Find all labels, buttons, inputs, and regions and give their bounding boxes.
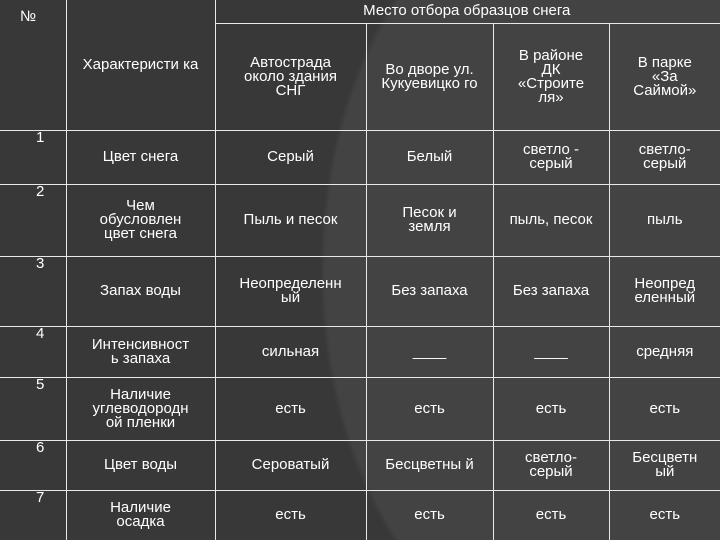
table-row bbox=[0, 326, 720, 377]
row-number: 2 bbox=[0, 184, 66, 256]
row-number: 3 bbox=[0, 256, 66, 326]
cell-value: Без запаха bbox=[366, 256, 493, 326]
table-row bbox=[0, 184, 720, 256]
row-number: 5 bbox=[0, 377, 66, 440]
table-row bbox=[0, 490, 720, 540]
row-number: 7 bbox=[0, 490, 66, 540]
cell-value: Без запаха bbox=[493, 256, 609, 326]
cell-value: Пыль и песок bbox=[215, 184, 366, 256]
cell-value: есть bbox=[609, 490, 720, 540]
row-number: 6 bbox=[0, 440, 66, 490]
cell-value: Серый bbox=[215, 130, 366, 184]
row-label: Наличие осадка bbox=[66, 490, 215, 540]
row-label: Цвет воды bbox=[66, 440, 215, 490]
cell-value: пыль, песок bbox=[493, 184, 609, 256]
cell-value: средняя bbox=[609, 326, 720, 377]
row-label: Чем обусловлен цвет снега bbox=[66, 184, 215, 256]
cell-value: Неопред еленный bbox=[609, 256, 720, 326]
cell-value: есть bbox=[366, 377, 493, 440]
header-site: Автострада около здания СНГ bbox=[215, 23, 366, 130]
cell-value: сильная bbox=[215, 326, 366, 377]
row-label: Интенсивност ь запаха bbox=[66, 326, 215, 377]
table-row bbox=[0, 440, 720, 490]
table-row bbox=[0, 377, 720, 440]
header-site: В парке «За Саймой» bbox=[609, 23, 720, 130]
row-label: Цвет снега bbox=[66, 130, 215, 184]
row-label: Запах воды bbox=[66, 256, 215, 326]
cell-value: светло- серый bbox=[609, 130, 720, 184]
cell-value: Песок и земля bbox=[366, 184, 493, 256]
cell-value: есть bbox=[493, 377, 609, 440]
cell-value: пыль bbox=[609, 184, 720, 256]
table-row bbox=[0, 130, 720, 184]
header-num: № bbox=[0, 0, 66, 130]
header-site: В районе ДК «Строите ля» bbox=[493, 23, 609, 130]
cell-value: Бесцветны й bbox=[366, 440, 493, 490]
cell-value: Бесцветн ый bbox=[609, 440, 720, 490]
header-sampling-site: Место отбора образцов снега bbox=[215, 0, 720, 23]
cell-value: Неопределенн ый bbox=[215, 256, 366, 326]
cell-value: есть bbox=[215, 490, 366, 540]
header-characteristic: Характеристи ка bbox=[66, 0, 215, 130]
cell-value: светло- серый bbox=[493, 440, 609, 490]
header-site: Во дворе ул. Кукуевицко го bbox=[366, 23, 493, 130]
table-row bbox=[0, 256, 720, 326]
cell-value: Сероватый bbox=[215, 440, 366, 490]
cell-value: Белый bbox=[366, 130, 493, 184]
row-number: 1 bbox=[0, 130, 66, 184]
row-number: 4 bbox=[0, 326, 66, 377]
row-label: Наличие углеводородн ой пленки bbox=[66, 377, 215, 440]
cell-value: есть bbox=[609, 377, 720, 440]
cell-value: есть bbox=[215, 377, 366, 440]
cell-value: светло - серый bbox=[493, 130, 609, 184]
cell-value: есть bbox=[493, 490, 609, 540]
cell-value: ____ bbox=[493, 326, 609, 377]
cell-value: ____ bbox=[366, 326, 493, 377]
cell-value: есть bbox=[366, 490, 493, 540]
